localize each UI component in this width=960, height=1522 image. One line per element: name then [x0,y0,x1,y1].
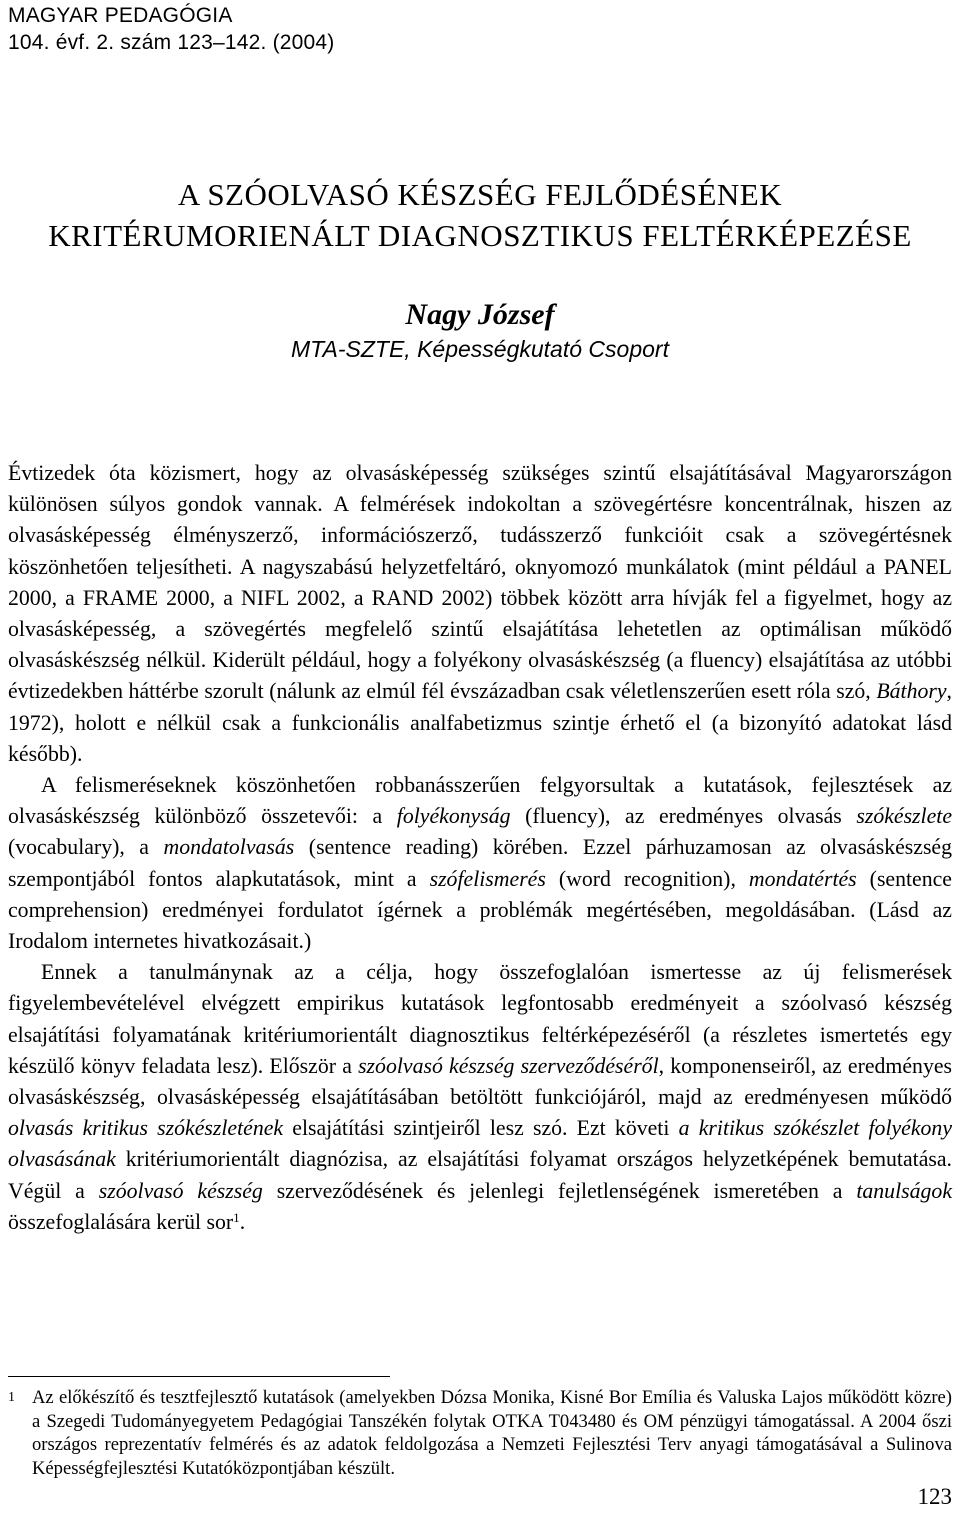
title-line-1: A SZÓOLVASÓ KÉSZSÉG FEJLŐDÉSÉNEK [177,177,783,212]
article-body [8,458,952,1238]
p3-text-4: kritériumorientált diagnózisa, az elsajátítási folyamat országos helyzetképének bemutatása. Végül a [8,1147,952,1203]
title-line-2: KRITÉRUMORIENÁLT DIAGNOSZTIKUS FELTÉRKÉPEZÉSE [48,218,912,253]
p3-text-7: . [239,1209,246,1234]
paragraph-3 [8,957,952,1238]
p3-text-2: , komponenseiről, az eredményes olvasáskészség, olvasásképesség elsajátításában betöltött funkciójáról, majd az eredményesen működő [8,1053,953,1110]
p3-text-1: Ennek a tanulmánynak az a célja, hogy összefoglalóan ismertesse az új felismerések figyelembevételével elvégzett empirikus kutatások legfontosabb eredményeit a szóolvasó készség elsajátítási folyamatának kritériumorientált diagnosztikus feltérképezéséről (a részletes ismertetés egy készülő könyv feladata lesz). Először a [8,960,952,1078]
p2-text-4: (sentence reading) körében. Ezzel párhuzamosan az olvasáskészség szempontjából fontos alapkutatások, mint a [8,835,952,891]
footnote [8,1386,952,1480]
p2-italic-1: folyékonyság [396,804,511,829]
p2-text-2: (fluency), az eredményes olvasás [510,804,857,829]
p1-text-1: Évtizedek óta közismert, hogy az olvasásképesség szükséges szintű elsajátításával Magyarországon különösen súlyos gondok vannak. A felmérések indokoltan a szövegértésre koncentrálnak, hiszen az olvasásképesség élményszerző, információszerző, tudásszerző funkcióit csak a szövegértésnek köszönhetően teljesítheti. A nagyszabású helyzetfeltáró, oknyomozó munkálatok (mint például a PANEL 2000, a FRAME 2000, a NIFL 2002, a RAND 2002) többek között arra hívják fel a figyelmet, hogy az olvasásképesség, a szövegértés megfelelő szintű elsajátítása lehetetlen az optimálisan működő olvasáskészség nélkül. Kiderült például, hogy a folyékony olvasáskészség (a fluency) elsajátítása az utóbbi évtizedekben háttérbe szorult (nálunk az elmúl fél évszázadban csak véletlenszerűen esett róla szó, [8,461,952,704]
footnote-divider [8,1376,390,1377]
footnote-ref[interactable]: 1 [233,1209,240,1225]
article-title [0,174,960,256]
journal-header [8,2,334,56]
journal-issue: 104. évf. 2. szám 123–142. (2004) [8,31,335,54]
p2-italic-2: szókészlete [856,804,952,829]
paragraph-2 [8,770,952,957]
p3-italic-5: tanulságok [856,1178,952,1203]
journal-name: MAGYAR PEDAGÓGIA [8,4,233,27]
p1-text-2: , 1972), holott e nélkül csak a funkcionális analfabetizmus szintje érhető el (a bizonyító adatokat lásd később). [8,679,952,766]
p3-italic-4: szóolvasó készség [98,1178,263,1203]
p2-italic-5: mondatértés [748,866,857,891]
p2-text-1: A felismeréseknek köszönhetően robbanásszerűen felgyorsultak a kutatások, fejlesztések az olvasáskészség különböző összetevői: a [8,773,952,829]
p2-italic-3: mondatolvasás [163,835,295,860]
author-affiliation: MTA-SZTE, Képességkutató Csoport [291,336,669,362]
p3-italic-3: a kritikus szókészlet folyékony olvasásának [8,1116,952,1172]
p2-italic-4: szófelismerés [429,866,546,891]
p3-italic-1: szóolvasó készség szerveződéséről [358,1053,659,1078]
p2-text-6: (sentence comprehension) eredményei fordulatot ígérnek a problémák megértésében, megoldásában. (Lásd az Irodalom internetes hivatkozásait.) [8,866,952,954]
p2-text-3: (vocabulary), a [8,835,164,860]
paragraph-1 [8,458,952,770]
p1-italic-1: Báthory [876,679,947,704]
p3-italic-2: olvasás kritikus szókészletének [8,1116,284,1141]
p3-text-3: elsajátítási szintjeiről lesz szó. Ezt követi [283,1116,679,1141]
author-name: Nagy József [405,298,555,331]
page-number: 123 [917,1484,952,1509]
p3-text-6: összefoglalására kerül sor [8,1209,234,1234]
p2-text-5: (word recognition), [545,866,749,891]
footnote-number: 1 [8,1390,15,1405]
p3-text-5: szerveződésének és jelenlegi fejletlenségének ismeretében a [262,1178,857,1203]
footnote-text: Az előkészítő és tesztfejlesztő kutatások (amelyekben Dózsa Monika, Kisné Bor Emília és Valuska Lajos működött közre) a Szegedi Tudományegyetem Pedagógiai Tanszékén folytak OTKA T043480 és OM pénzügyi támogatással. A 2004 őszi országos reprezentatív felmérés és az adatok feldolgozása a Nemzeti Fejlesztési Terv anyagi támogatásával a Sulinova Képességfejlesztési Kutatóközpontjában készült. [32,1387,952,1479]
